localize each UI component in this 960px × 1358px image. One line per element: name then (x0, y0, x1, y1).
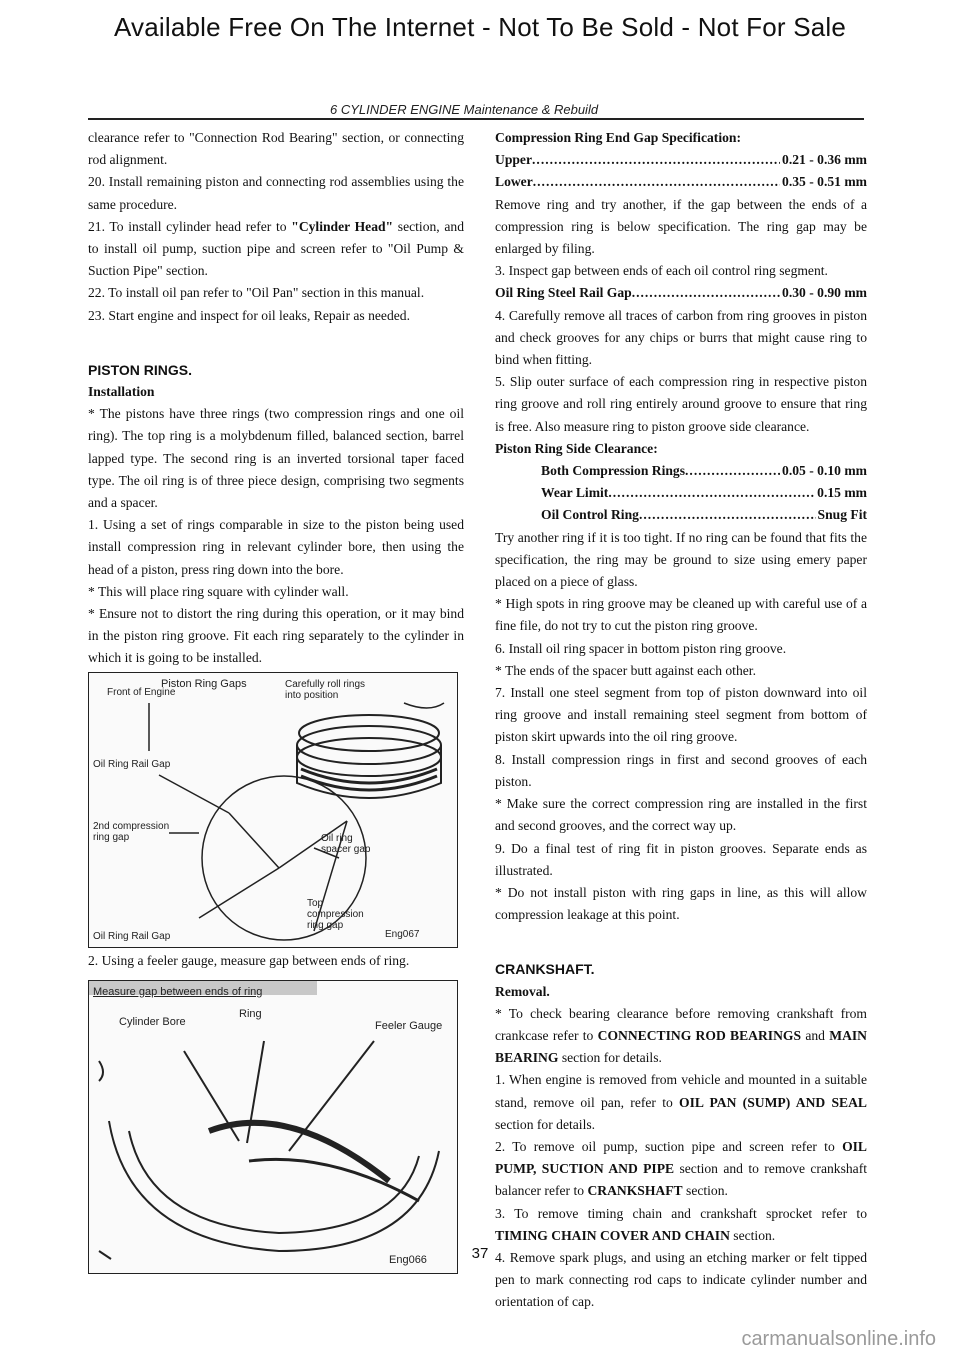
watermark-banner: Available Free On The Internet - Not To Be Sold - Not For Sale (113, 12, 847, 42)
step-5: 5. Slip outer surface of each compression ring in respective piston ring groove and roll ring entirely around groove to ensure that ring is free. Also measure ring to piston groove side clearance. (495, 374, 867, 434)
spec-value: 0.21 - 0.36 mm (782, 152, 867, 168)
spec-label: Oil Control Ring (541, 507, 639, 523)
paragraph: Remove ring and try another, if the gap between the ends of a compression ring is below specification. The ring gap may be enlarged by filing. (495, 196, 867, 257)
spec-label: Both Compression Rings (541, 463, 686, 479)
text: * To check bearing clearance before removing crankshaft from crankcase refer to (495, 1005, 867, 1043)
text: section. (729, 1227, 776, 1243)
paragraph: * The pistons have three rings (two compression rings and one oil ring). The top ring is a molybdenum filled, balanced section, barrel lapped type. The second ring is an inverted torsional taper faced type. The oil ring is of three piece design, comprising two segments and a spacer. (88, 406, 464, 511)
step-9: 9. Do a final test of ring fit in piston grooves. Separate ends as illustrated. (495, 840, 867, 878)
right-column (495, 127, 867, 1314)
step-4: 4. Carefully remove all traces of carbon from ring grooves in piston and check grooves for any chips or burrs that might cause ring to bind when fitting. (495, 307, 867, 368)
section-heading-piston-rings: PISTON RINGS. (88, 361, 192, 378)
oil-ring-spacer-gap-label: Oil ring spacer gap (321, 832, 371, 855)
step-22: 22. To install oil pan refer to "Oil Pan" section in this manual. (88, 285, 425, 301)
paragraph: clearance refer to "Connection Rod Bearing" section, or connecting rod alignment. (88, 130, 464, 168)
text: 1. When engine is removed from vehicle and mounted in a suitable stand, remove oil pan, refer to (495, 1072, 867, 1110)
ref: TIMING CHAIN COVER AND CHAIN (495, 1227, 730, 1243)
text: 2. To remove oil pump, suction pipe and screen refer to (495, 1138, 843, 1154)
feeler-gauge-label: Feeler Gauge (375, 1019, 443, 1032)
subheading-removal: Removal. (495, 983, 550, 999)
spec-row-both (495, 460, 867, 482)
step-21 (88, 216, 464, 283)
spec-row-upper (495, 149, 867, 171)
spec-row-lower (495, 171, 867, 193)
oil-ring-rail-gap-label: Oil Ring Rail Gap (93, 758, 171, 770)
side-clearance-title: Piston Ring Side Clearance: (495, 440, 658, 456)
step-8: 8. Install compression rings in first and second grooves of each piston. (495, 751, 867, 789)
spec-value: 0.30 - 0.90 mm (782, 285, 867, 301)
note: * This will place ring square with cylinder wall. (88, 583, 349, 599)
text: section and to remove crankshaft balancer refer to (495, 1161, 867, 1199)
footer-watermark: carmanualsonline.info (741, 1328, 936, 1350)
step-21-text-end: section, and to install oil pump, suction pipe and screen refer to "Oil Pump & Suction Pipe" section. (88, 218, 464, 279)
spec-value: Snug Fit (817, 507, 867, 523)
ref: CRANKSHAFT (587, 1183, 683, 1199)
top-compression-gap-label: Top compression ring gap (307, 897, 364, 931)
note (495, 1003, 867, 1070)
figure-title: Piston Ring Gaps (161, 677, 247, 690)
paragraph: Try another ring if it is too tight. If no ring can be found that fits the specification, the ring may be ground to size using emery paper placed on a piece of glass. (495, 529, 867, 590)
note: * Do not install piston with ring gaps in line, as this will allow compression leakage at this point. (495, 884, 867, 923)
figure-code: Eng066 (389, 1253, 427, 1266)
spec-row-oil-control (495, 504, 867, 526)
cylinder-bore-label: Cylinder Bore (119, 1015, 186, 1028)
section-heading-crankshaft: CRANKSHAFT. (495, 961, 595, 978)
page-number: 37 (471, 1245, 489, 1262)
text: 3. To remove timing chain and crankshaft sprocket refer to (495, 1205, 867, 1221)
step-20: 20. Install remaining piston and connecting rod assemblies using the same procedure. (88, 174, 464, 212)
step-6: 6. Install oil ring spacer in bottom piston ring groove. (495, 640, 787, 656)
feeler-gauge-figure (88, 980, 458, 1274)
step-7: 7. Install one steel segment from top of piston downward into oil ring groove and install remaining steel segment from bottom of piston skirt upwards into the oil ring groove. (495, 685, 867, 745)
step-23: 23. Start engine and inspect for oil leaks, Repair as needed. (88, 307, 410, 323)
note: * The ends of the spacer butt against each other. (495, 662, 756, 678)
step-3-removal (495, 1203, 867, 1247)
figure-code: Eng067 (385, 928, 420, 940)
piston-ring-gaps-figure (88, 672, 458, 948)
step-2-removal (495, 1136, 867, 1203)
note: * High spots in ring groove may be cleaned up with careful use of a fine file, do not try to cut the piston ring groove. (495, 596, 867, 634)
running-head: 6 CYLINDER ENGINE Maintenance & Rebuild (330, 102, 599, 117)
ref: OIL PAN (SUMP) AND SEAL (679, 1094, 867, 1110)
step-3: 3. Inspect gap between ends of each oil control ring segment. (495, 263, 828, 279)
ring-label: Ring (239, 1007, 262, 1020)
spec-row-wear (495, 482, 867, 504)
header-rule (88, 118, 864, 120)
spec-label: Lower (495, 174, 533, 190)
step-1: 1. Using a set of rings comparable in size to the piston being used install compression ring in relevant cylinder bore, then using the head of a piston, press ring down into the bore. (88, 517, 464, 577)
spec-label: Wear Limit (541, 485, 609, 501)
note: * Make sure the correct compression ring are installed in the first and second grooves, and the correct way up. (495, 796, 867, 834)
text: section for details. (558, 1050, 662, 1066)
text: section. (682, 1183, 728, 1199)
spec-value: 0.35 - 0.51 mm (782, 174, 867, 190)
note: * Ensure not to distort the ring during this operation, or it may bind in the piston ring groove. Fit each ring separately to the cylinder in which it is going to be installed. (88, 606, 464, 666)
step-1-removal (495, 1069, 867, 1136)
piston-ring-gaps-illustration (89, 673, 457, 947)
ref: CONNECTING ROD BEARINGS (597, 1027, 802, 1043)
spec-row-oil-rail (495, 282, 867, 304)
careful-roll-label: Carefully roll rings into position (285, 678, 366, 701)
cylinder-head-ref: "Cylinder Head" (291, 218, 394, 234)
spec-value: 0.15 mm (817, 485, 867, 501)
subheading-installation: Installation (88, 384, 155, 400)
left-column (88, 127, 464, 1276)
oil-ring-rail-gap-bottom-label: Oil Ring Rail Gap (93, 930, 171, 942)
ref: MAIN BEARING (495, 1027, 867, 1066)
step-4-removal: 4. Remove spark plugs, and using an etching marker or felt tipped pen to mark connecting rod caps to indicate cylinder number and orientation of cap. (495, 1249, 867, 1310)
spec-label: Oil Ring Steel Rail Gap (495, 285, 632, 301)
step-2: 2. Using a feeler gauge, measure gap between ends of ring. (88, 952, 410, 968)
step-21-text: 21. To install cylinder head refer to (88, 218, 292, 234)
ref: OIL PUMP, SUCTION AND PIPE (495, 1138, 867, 1177)
spec-label: Upper (495, 152, 533, 168)
text: and (801, 1027, 830, 1043)
text: section for details. (495, 1116, 596, 1132)
front-of-engine-label: Front of Engine (107, 686, 176, 698)
spec-title: Compression Ring End Gap Specification: (495, 130, 741, 145)
spec-value: 0.05 - 0.10 mm (782, 463, 867, 479)
figure-title: Measure gap between ends of ring (93, 985, 263, 998)
second-compression-gap-label: 2nd compression ring gap (93, 820, 170, 843)
